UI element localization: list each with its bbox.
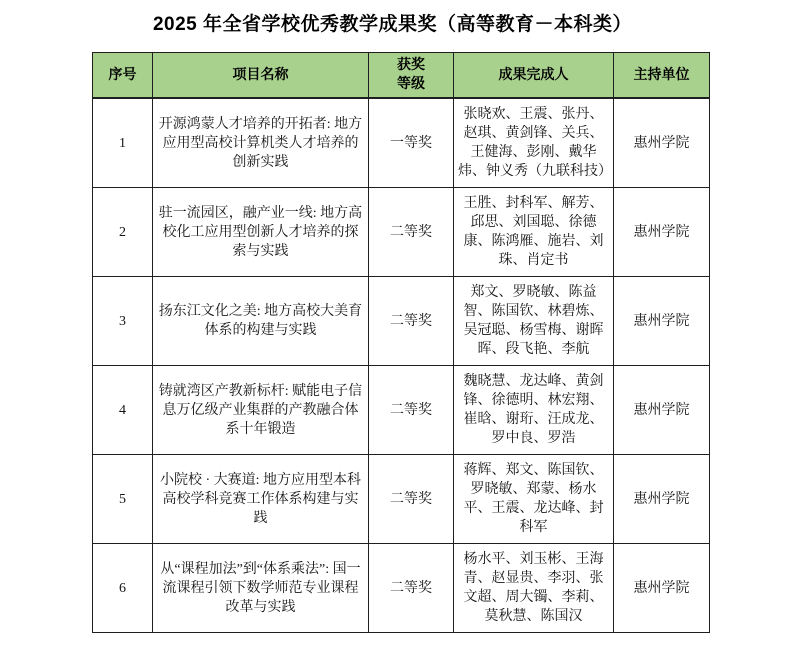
award-level-cell: 二等奖	[369, 277, 454, 366]
table-row	[93, 277, 710, 366]
award-level-cell: 一等奖	[369, 98, 454, 188]
table-row	[93, 188, 710, 277]
project-name-cell: 驻一流园区，融产业一线: 地方高校化工应用型创新人才培养的探索与实践	[153, 188, 369, 277]
header-cell-no: 序号	[93, 53, 153, 99]
header-cell-level	[369, 53, 454, 99]
row-number-cell: 2	[93, 188, 153, 277]
project-name-cell: 扬东江文化之美: 地方高校大美育体系的构建与实践	[153, 277, 369, 366]
header-cell-org: 主持单位	[614, 53, 710, 99]
host-org-cell: 惠州学院	[614, 188, 710, 277]
header-row	[93, 53, 710, 99]
header-cell-people: 成果完成人	[454, 53, 614, 99]
project-name-cell: 开源鸿蒙人才培养的开拓者: 地方应用型高校计算机类人才培养的创新实践	[153, 98, 369, 188]
table-row	[93, 98, 710, 188]
row-number-cell: 4	[93, 366, 153, 455]
row-number-cell: 3	[93, 277, 153, 366]
project-name-cell: 从“课程加法”到“体系乘法”: 国一流课程引领下数学师范专业课程改革与实践	[153, 544, 369, 633]
row-number-cell: 1	[93, 98, 153, 188]
host-org-cell: 惠州学院	[614, 544, 710, 633]
host-org-cell: 惠州学院	[614, 366, 710, 455]
host-org-cell: 惠州学院	[614, 277, 710, 366]
completers-cell: 蒋辉、郑文、陈国钦、罗晓敏、郑蒙、杨水平、王震、龙达峰、封科军	[454, 455, 614, 544]
award-level-cell: 二等奖	[369, 366, 454, 455]
award-level-cell: 二等奖	[369, 544, 454, 633]
table-header	[93, 53, 710, 99]
host-org-cell: 惠州学院	[614, 98, 710, 188]
project-name-cell: 铸就湾区产教新标杆: 赋能电子信息万亿级产业集群的产教融合体系十年锻造	[153, 366, 369, 455]
project-name-cell: 小院校 · 大赛道: 地方应用型本科高校学科竞赛工作体系构建与实践	[153, 455, 369, 544]
award-level-cell: 二等奖	[369, 188, 454, 277]
awards-table	[92, 52, 710, 633]
completers-cell: 王胜、封科军、解芳、邱思、刘国聪、徐德康、陈鸿雁、施岩、刘珠、肖定书	[454, 188, 614, 277]
table-row	[93, 455, 710, 544]
table-body	[93, 98, 710, 633]
completers-cell: 魏晓慧、龙达峰、黄剑锋、徐德明、林宏翔、崔晗、谢珩、汪成龙、罗中良、罗浩	[454, 366, 614, 455]
award-level-cell: 二等奖	[369, 455, 454, 544]
row-number-cell: 6	[93, 544, 153, 633]
completers-cell: 张晓欢、王震、张丹、赵琪、黄剑锋、关兵、王健海、彭刚、戴华炜、钟义秀（九联科技）	[454, 98, 614, 188]
row-number-cell: 5	[93, 455, 153, 544]
header-cell-name: 项目名称	[153, 53, 369, 99]
completers-cell: 杨水平、刘玉彬、王海青、赵显贵、李羽、张文超、周大镯、李莉、莫秋慧、陈国汉	[454, 544, 614, 633]
table-row	[93, 544, 710, 633]
table-row	[93, 366, 710, 455]
completers-cell: 郑文、罗晓敏、陈益智、陈国钦、林碧炼、吴冠聪、杨雪梅、谢晖晖、段飞艳、李航	[454, 277, 614, 366]
page-title: 2025 年全省学校优秀教学成果奖（高等教育－本科类）	[152, 14, 633, 35]
host-org-cell: 惠州学院	[614, 455, 710, 544]
header-cell-level-label: 获奖等级	[396, 58, 425, 92]
